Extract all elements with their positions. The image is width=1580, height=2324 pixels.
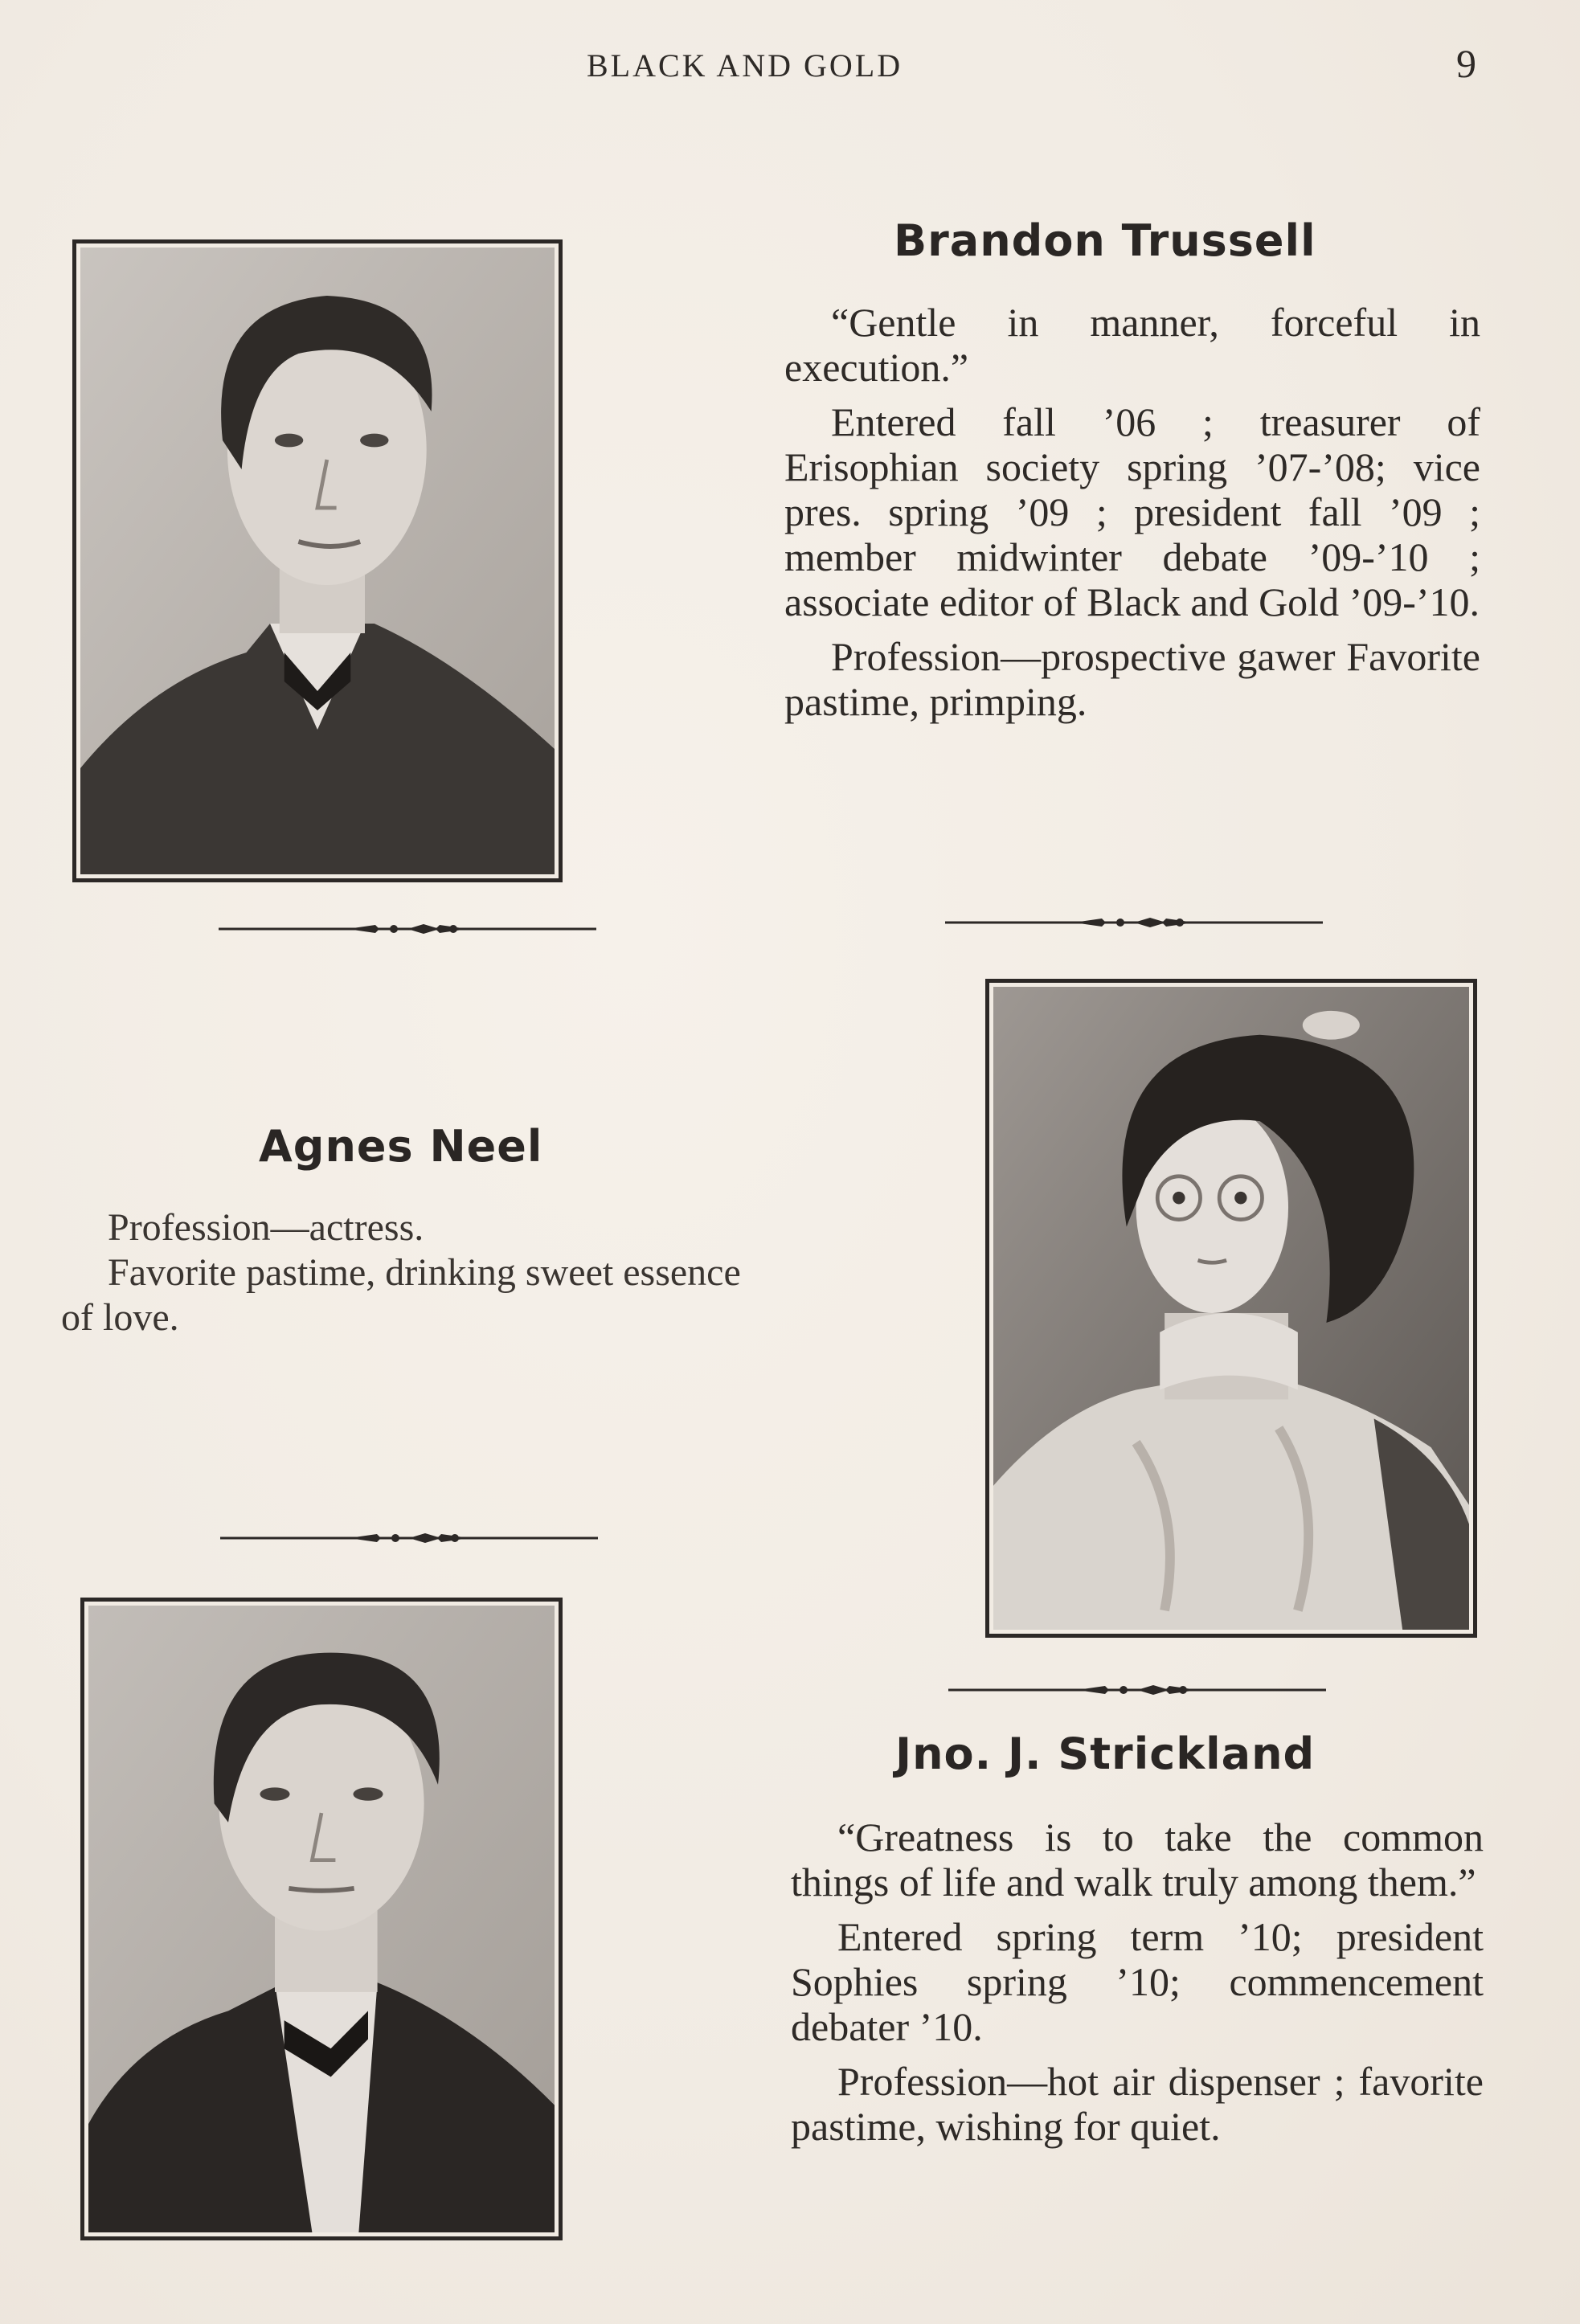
record-brandon-trussell: Entered fall ’06 ; treasurer of Erisophian society spring ’07-’08; vice pres. spring ’09 ; president fall ’09 ; member midwinter debate ’09-’10 ; associate editor of Black and Gold ’09-’10. [784,399,1480,624]
profession-brandon-trussell: Profession—prospective gawer Favorite pastime, primping. [784,634,1480,724]
portrait-photo-agnes-neel [985,979,1477,1638]
scroll-divider-icon [948,1681,1326,1699]
scroll-divider-icon [220,1529,598,1547]
portrait-photo-jno-j-strickland [80,1598,563,2240]
student-name-jno-j-strickland: Jno. J. Strickland [895,1729,1316,1779]
record-jno-j-strickland: Entered spring term ’10; president Sophies spring ’10; commencement debater ’10. [791,1914,1484,2049]
quote-brandon-trussell: “Gentle in manner, forceful in execution.” [784,300,1480,390]
profession-jno-j-strickland: Profession—hot air dispenser ; favorite pastime, wishing for quiet. [791,2059,1484,2149]
scroll-divider-icon [219,920,596,938]
bio-agnes-neel [61,1205,768,1340]
bio-jno-j-strickland [791,1815,1484,2158]
pastime-agnes-neel: Favorite pastime, drinking sweet essence of love. [61,1251,741,1339]
quote-jno-j-strickland: “Greatness is to take the common things of life and walk truly among them.” [791,1815,1484,1905]
student-name-agnes-neel: Agnes Neel [259,1121,543,1172]
running-title: BLACK AND GOLD [587,47,903,84]
scroll-divider-icon [945,914,1323,931]
bio-brandon-trussell [784,300,1480,734]
student-name-brandon-trussell: Brandon Trussell [894,215,1316,266]
page-number: 9 [1456,41,1476,86]
portrait-photo-brandon-trussell [72,239,563,882]
profession-agnes-neel: Profession—actress. [108,1206,424,1249]
